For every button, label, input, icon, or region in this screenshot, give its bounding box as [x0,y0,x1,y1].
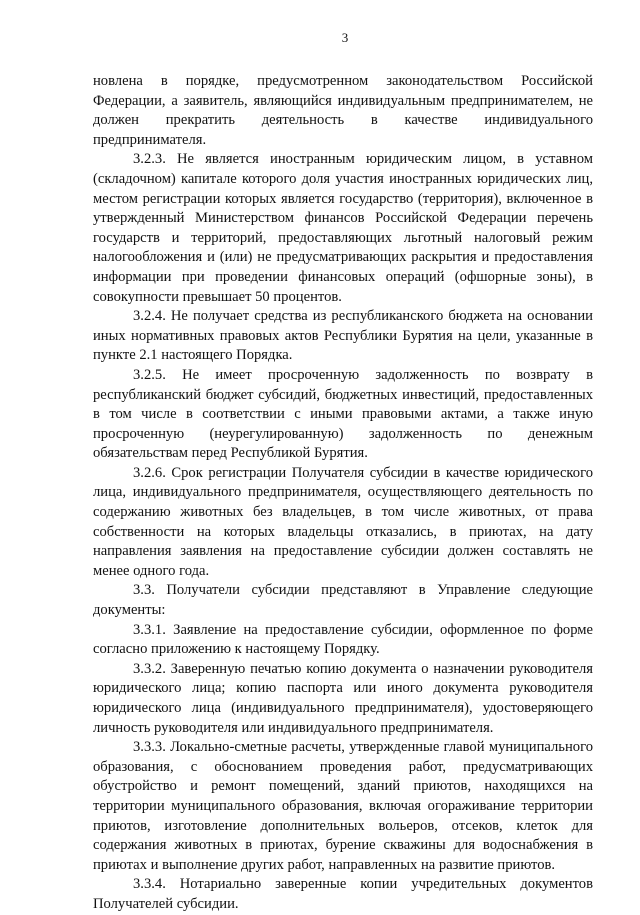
paragraph-3-3-3: 3.3.3. Локально-сметные расчеты, утвержденные главой муниципального образования, с обоснованием проведения работ, предусматривающих обустройство и ремонт помещений, зданий приютов, находящихся на территории муниципального образования, включая огораживание территории приютов, изготовление дополнительных вольеров, отсеков, клеток для содержания животных в приютах, бурение скважины для водоснабжения в приютах и выполнение других работ, направленных на развитие приютов. [93,739,593,873]
paragraph-3-2-3: 3.2.3. Не является иностранным юридическим лицом, в уставном (складочном) капитале которого доля участия иностранных юридических лиц, местом регистрации которых является государство (территория), включенное в утвержденный Министерством финансов Российской Федерации перечень государств и территорий, предоставляющих льготный налоговый режим налогообложения и (или) не предусматривающих раскрытия и предоставления информации при проведении финансовых операций (офшорные зоны), в совокупности превышает 50 процентов. [93,151,593,305]
page-number: 3 [341,30,349,45]
paragraph-3-3: 3.3. Получатели субсидии представляют в Управление следующие документы: [93,582,593,619]
paragraph-3-3-2: 3.3.2. Заверенную печатью копию документа о назначении руководителя юридического лица; копию паспорта или иного документа руководителя юридического лица (индивидуального предпринимателя), удостоверяющего личность руководителя или индивидуального предпринимателя. [93,660,593,736]
paragraph-3-3-1: 3.3.1. Заявление на предоставление субсидии, оформленное по форме согласно приложению к настоящему Порядку. [93,621,593,658]
paragraph-3-2-4: 3.2.4. Не получает средства из республиканского бюджета на основании иных нормативных правовых актов Республики Бурятия на цели, указанные в пункте 2.1 настоящего Порядка. [93,308,593,364]
paragraph-3-3-4: 3.3.4. Нотариально заверенные копии учредительных документов Получателей субсидии. [93,876,593,912]
paragraph-3-2-5: 3.2.5. Не имеет просроченную задолженность по возврату в республиканский бюджет субсидий, бюджетных инвестиций, предоставленных в том числе в соответствии с иными правовыми актами, а также иную просроченную (неурегулированную) задолженность по денежным обязательствам перед Республикой Бурятия. [93,366,593,462]
paragraph-3-2-6: 3.2.6. Срок регистрации Получателя субсидии в качестве юридического лица, индивидуального предпринимателя, осуществляющего деятельность по содержанию животных без владельцев, в том числе животных, от права собственности на которых владельцы отказались, в приютах, на дату направления заявления на предоставление субсидии должен составлять не менее одного года. [93,464,593,579]
paragraph-continuation: новлена в порядке, предусмотренном законодательством Российской Федерации, а заявитель, являющийся индивидуальным предпринимателем, не должен прекратить деятельность в качестве индивидуального предпринимателя. [93,73,593,148]
